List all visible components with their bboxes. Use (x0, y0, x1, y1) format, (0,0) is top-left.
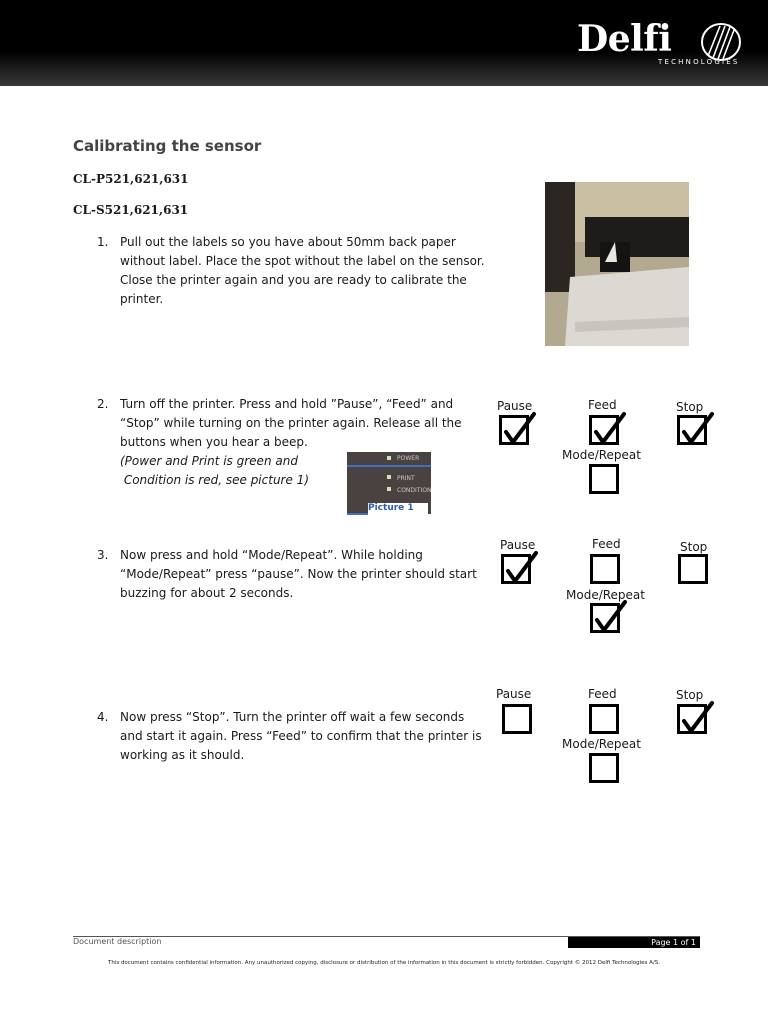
checkmark-icon (591, 600, 627, 636)
step-text (120, 395, 487, 490)
step-note-line-1: (Power and Print is green and (120, 454, 298, 468)
feed-label: Feed (588, 398, 617, 412)
pause-checkbox (502, 704, 532, 734)
step-number: 1. (97, 235, 109, 249)
logo-text: Delfi (577, 18, 672, 60)
step-1 (97, 233, 487, 309)
stop-checkbox (677, 704, 707, 734)
pause-label: Pause (496, 687, 532, 701)
step-3 (97, 546, 487, 603)
stop-checkbox (678, 554, 708, 584)
checkmark-icon (590, 412, 626, 448)
caption-rule (347, 513, 368, 515)
printer-sensor-photo (545, 182, 689, 346)
page-title: Calibrating the sensor (73, 137, 262, 155)
feed-checkbox (589, 704, 619, 734)
pause-label: Pause (500, 538, 536, 552)
power-led-icon (387, 456, 391, 460)
model-line-2: CL-S521,621,631 (73, 203, 189, 217)
step-text: Pull out the labels so you have about 50mm back paper without label. Place the spot without the label on the sensor. Close the printer again and you are ready to calibrate the printer. (120, 235, 485, 306)
pause-label: Pause (497, 399, 533, 413)
step-number: 4. (97, 710, 109, 724)
print-led-icon (387, 475, 391, 479)
feed-checkbox (590, 554, 620, 584)
step-text-main: Turn off the printer. Press and hold ”Pause”, “Feed” and “Stop” while turning on the printer again. Release all the buttons when you hear a beep. (120, 397, 462, 449)
footer-confidentiality-note: This document contains confidential information. Any unauthorized copying, disclosure or distribution of the information in this document is strictly forbidden. Copyright © 2012 Delfi Technologies A/S. (107, 960, 661, 966)
panel-divider (347, 465, 431, 467)
page-header (0, 0, 768, 86)
pause-checkbox (501, 554, 531, 584)
checkmark-icon (678, 701, 714, 737)
checkmark-icon (502, 551, 538, 587)
feed-label: Feed (592, 537, 621, 551)
footer-page-number: Page 1 of 1 (568, 937, 700, 948)
mode-repeat-checkbox (589, 753, 619, 783)
stop-label: Stop (676, 400, 704, 414)
logo-swirl-icon (700, 22, 742, 62)
checkmark-icon (678, 412, 714, 448)
step-number: 3. (97, 548, 109, 562)
step-text: Now press and hold “Mode/Repeat”. While holding “Mode/Repeat” press “pause”. Now the printer should start buzzing for about 2 seconds. (120, 548, 477, 600)
panel-label-print: PRINT (397, 475, 415, 482)
stop-label: Stop (680, 540, 708, 554)
mode-repeat-label: Mode/Repeat (562, 737, 641, 751)
step-number: 2. (97, 397, 109, 411)
step-text: Now press “Stop”. Turn the printer off wait a few seconds and start it again. Press “Feed” to confirm that the printer is working as it should. (120, 710, 482, 762)
feed-checkbox (589, 415, 619, 445)
mode-repeat-checkbox (590, 603, 620, 633)
stop-label: Stop (676, 688, 704, 702)
model-line-1: CL-P521,621,631 (73, 172, 189, 186)
mode-repeat-checkbox (589, 464, 619, 494)
stop-checkbox (677, 415, 707, 445)
step-4 (97, 708, 487, 765)
picture-1-caption: Picture 1 (368, 503, 428, 515)
pause-checkbox (499, 415, 529, 445)
condition-led-icon (387, 487, 391, 491)
footer-description: Document description (73, 937, 162, 946)
panel-label-power: POWER (397, 455, 420, 462)
mode-repeat-label: Mode/Repeat (562, 448, 641, 462)
panel-label-condition: CONDITION (397, 487, 432, 494)
feed-label: Feed (588, 687, 617, 701)
step-note-line-2: Condition is red, see picture 1) (120, 473, 309, 487)
logo-subtext: TECHNOLOGIES (658, 58, 740, 66)
checkmark-icon (500, 412, 536, 448)
mode-repeat-label: Mode/Repeat (566, 588, 645, 602)
